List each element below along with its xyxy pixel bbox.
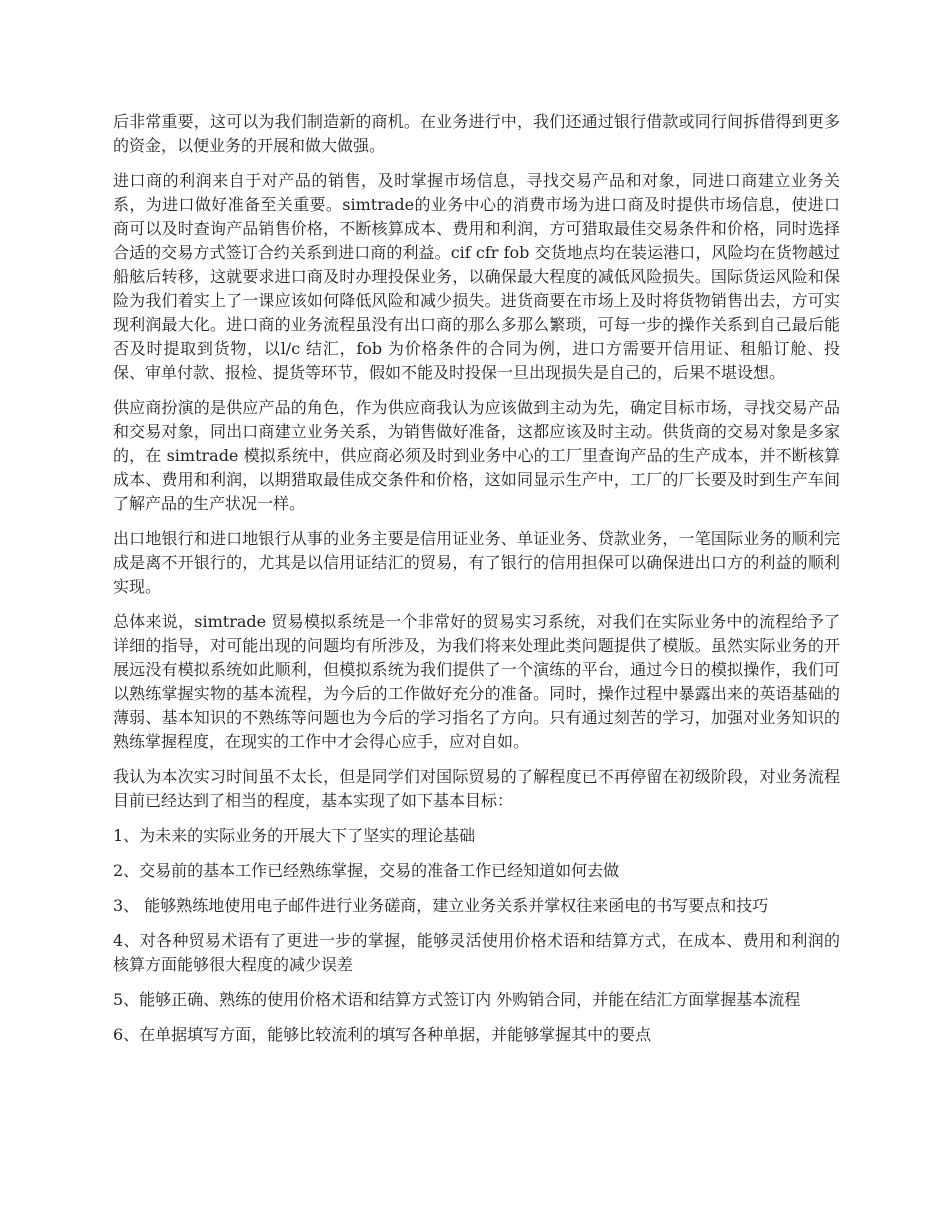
list-item-2: 2、交易前的基本工作已经熟练掌握，交易的准备工作已经知道如何去做 [113,861,620,880]
paragraph-1: 后非常重要，这可以为我们制造新的商机。在业务进行中，我们还通过银行借款或同行间拆借得到更多的资金，以便业务的开展和做大做强。 [113,112,840,155]
paragraph-5: 总体来说，simtrade 贸易模拟系统是一个非常好的贸易实习系统，对我们在实际业务中的流程给予了详细的指导，对可能出现的问题均有所涉及，为我们将来处理此类问题提供了模版。虽然实际业务的开展远没有模拟系统如此顺利，但模拟系统为我们提供了一个演练的平台，通过今日的模拟操作，我们可以熟练掌握实物的基本流程，为今后的工作做好充分的准备。同时，操作过程中暴露出来的英语基础的薄弱、基本知识的不熟练等问题也为今后的学习指名了方向。只有通过刻苦的学习，加强对业务知识的熟练掌握程度，在现实的工作中才会得心应手，应对自如。 [113,612,840,751]
list-item-6: 6、在单据填写方面，能够比较流利的填写各种单据，并能够掌握其中的要点 [113,1025,652,1044]
list-item-1: 1、为未来的实际业务的开展大下了坚实的理论基础 [113,826,476,845]
paragraph-3: 供应商扮演的是供应产品的角色，作为供应商我认为应该做到主动为先，确定目标市场，寻找交易产品和交易对象，同出口商建立业务关系，为销售做好准备，这都应该及时主动。供货商的交易对象是多家的，在 simtrade 模拟系统中，供应商必须及时到业务中心的工厂里查询产品的生产成本，并不断核算成本、费用和利润，以期猎取最佳成交条件和价格，这如同显示生产中，工厂的厂长要及时到生产车间了解产品的生产状况一样。 [113,398,840,513]
list-item-3: 3、 能够熟练地使用电子邮件进行业务磋商，建立业务关系并掌权往来函电的书写要点和技巧 [113,896,769,915]
paragraph-4: 出口地银行和进口地银行从事的业务主要是信用证业务、单证业务、贷款业务，一笔国际业务的顺利完成是离不开银行的，尤其是以信用证结汇的贸易，有了银行的信用担保可以确保进出口方的利益的顺利实现。 [113,529,840,596]
paragraph-6: 我认为本次实习时间虽不太长，但是同学们对国际贸易的了解程度已不再停留在初级阶段，对业务流程目前已经达到了相当的程度，基本实现了如下基本目标： [113,767,840,810]
list-item-4: 4、对各种贸易术语有了更进一步的掌握，能够灵活使用价格术语和结算方式，在成本、费用和利润的核算方面能够很大程度的减少误差 [113,931,840,974]
list-item-5: 5、能够正确、熟练的使用价格术语和结算方式签订内 外购销合同，并能在结汇方面掌握基本流程 [113,990,801,1009]
paragraph-2: 进口商的利润来自于对产品的销售，及时掌握市场信息，寻找交易产品和对象，同进口商建立业务关系，为进口做好准备至关重要。simtrade的业务中心的消费市场为进口商及时提供市场信息，使进口商可以及时查询产品销售价格，不断核算成本、费用和利润，方可猎取最佳交易条件和价格，同时选择合适的交易方式签订合约关系到进口商的利益。cif cfr fob 交货地点均在装运港口，风险均在货物越过船舷后转移，这就要求进口商及时办理投保业务，以确保最大程度的减低风险损失。国际货运风险和保险为我们着实上了一课应该如何降低风险和减少损失。进货商要在市场上及时将货物销售出去，方可实现利润最大化。进口商的业务流程虽没有出口商的那么多那么繁琐，可每一步的操作关系到自己最后能否及时提取到货物，以l/c 结汇，fob 为价格条件的合同为例，进口方需要开信用证、租船订舱、投保、审单付款、报检、提货等环节，假如不能及时投保一旦出现损失是自己的，后果不堪设想。 [113,171,840,382]
document-page [113,110,840,1058]
